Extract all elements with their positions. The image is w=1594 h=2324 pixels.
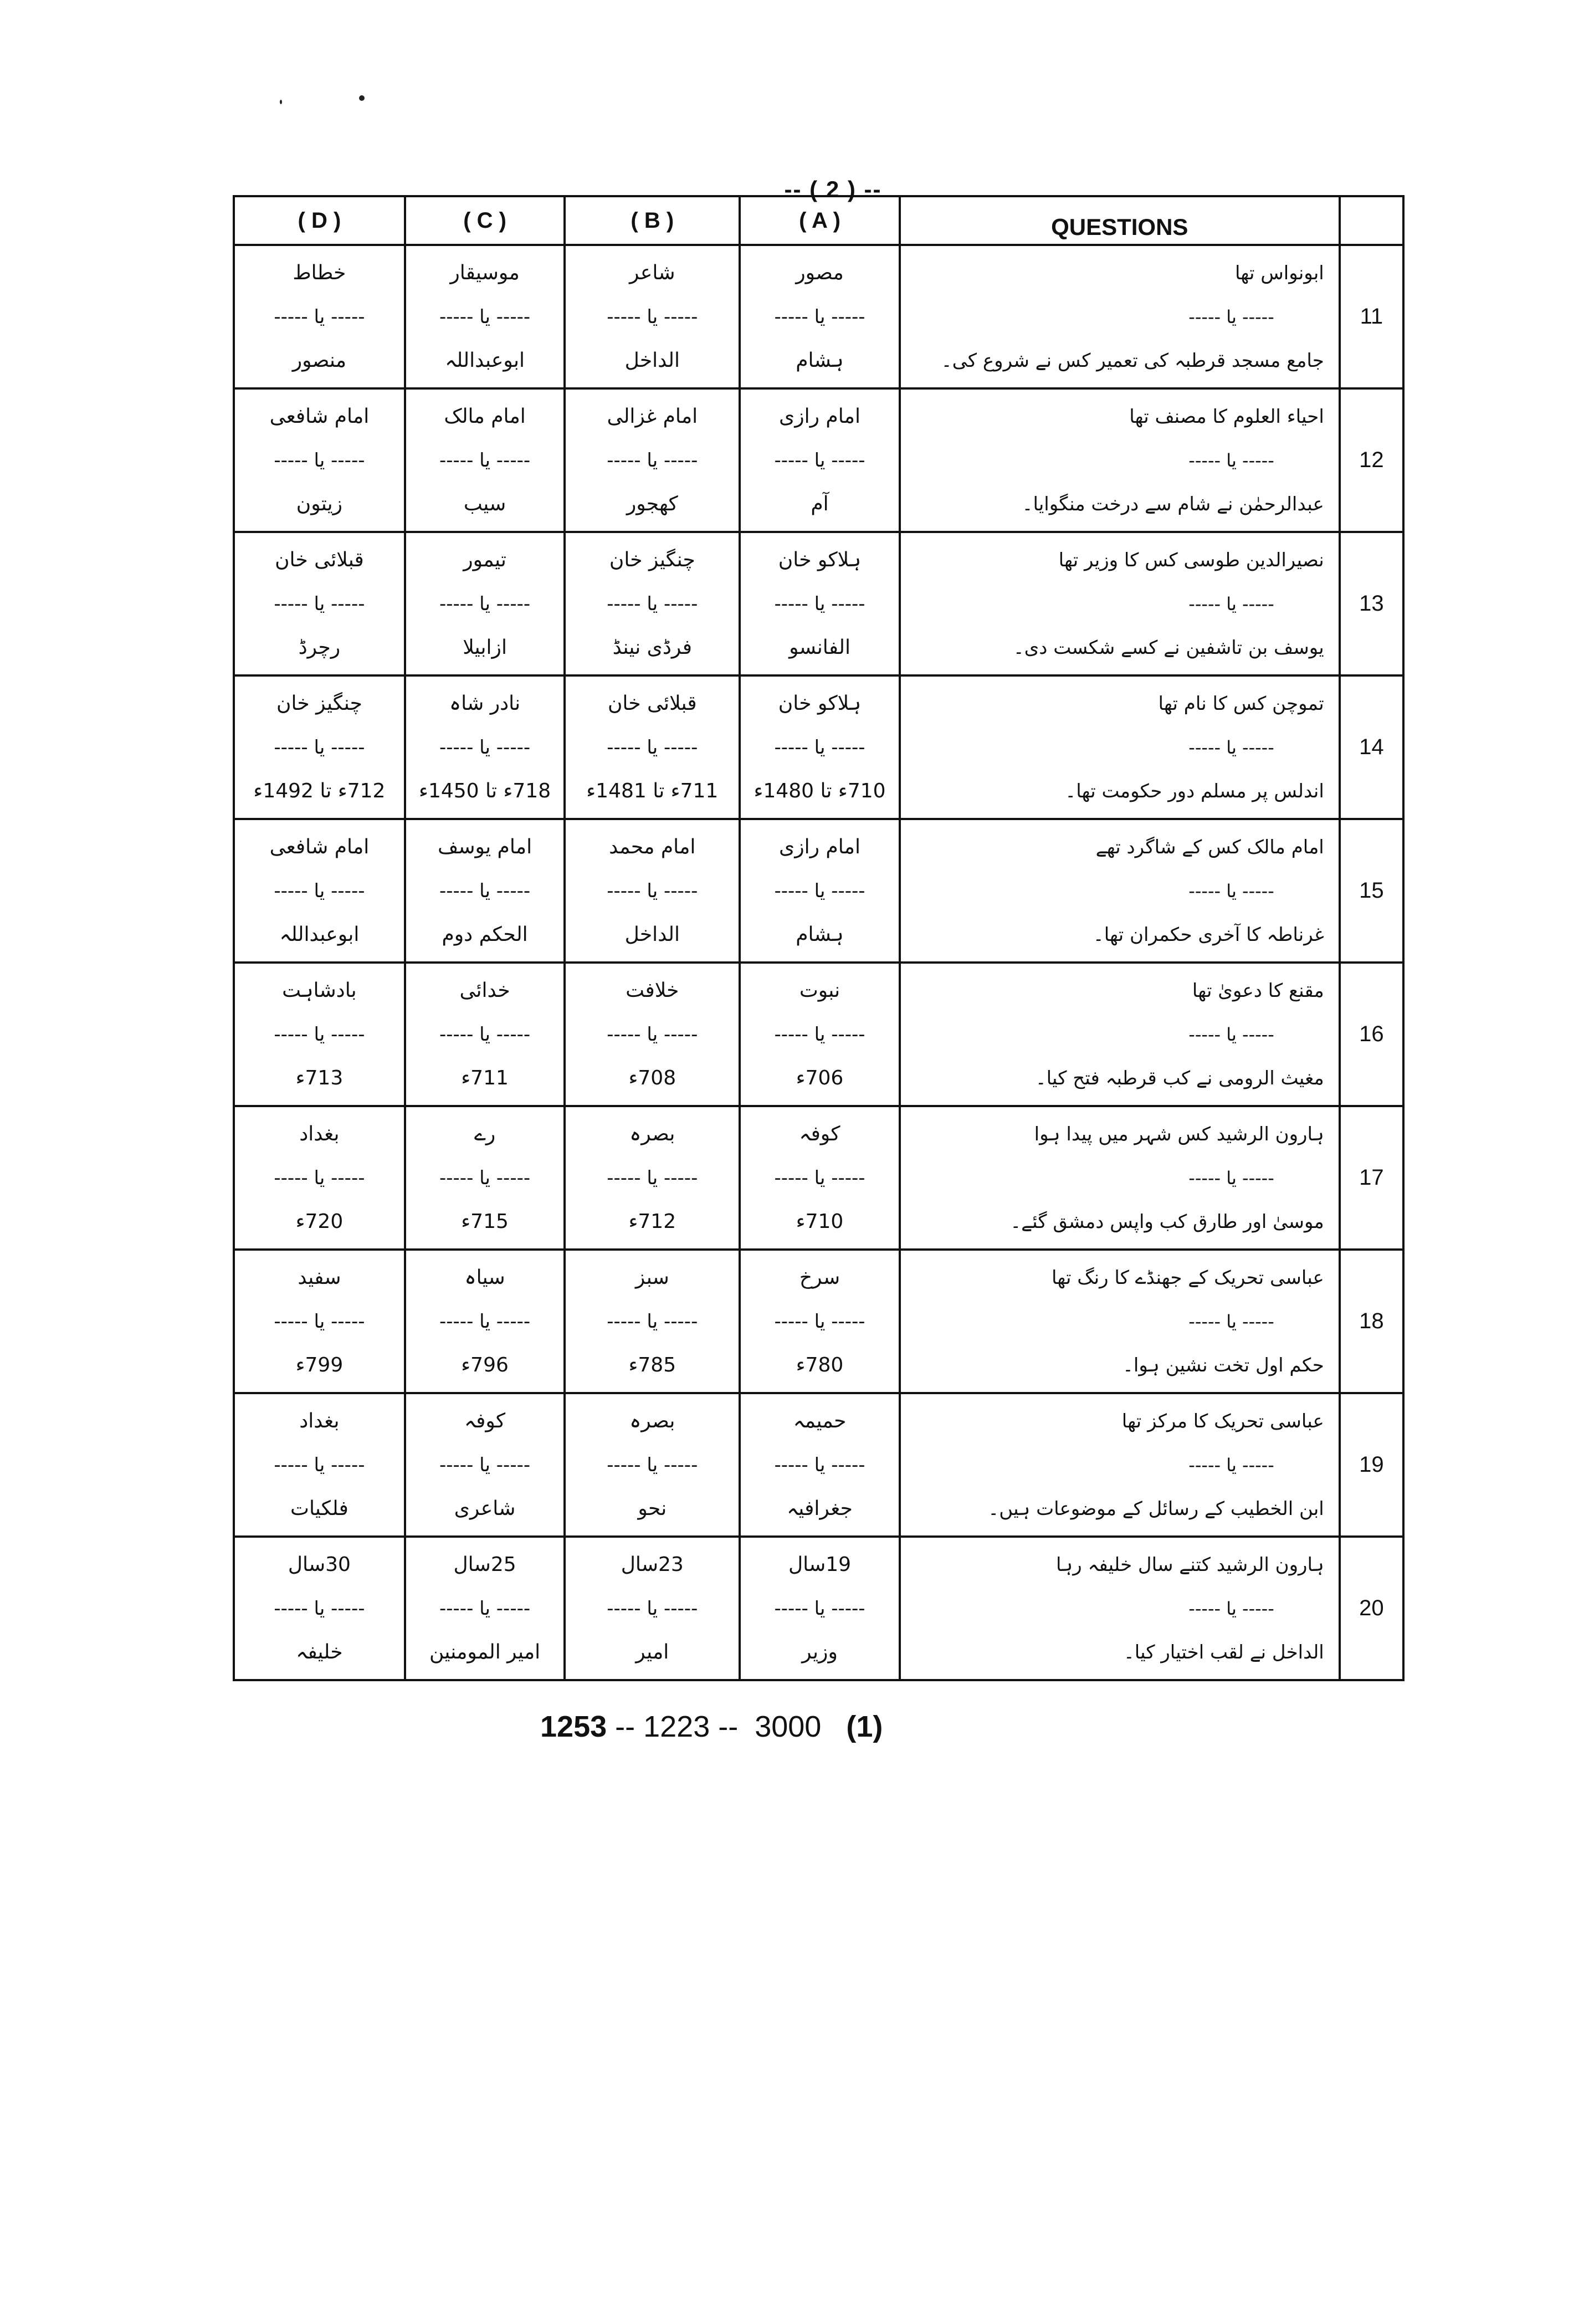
option-c-text: موسیقار xyxy=(450,261,520,284)
scan-speck xyxy=(280,100,282,104)
option-a-cell xyxy=(740,819,899,963)
answer-blank: ----- یا ----- xyxy=(439,1023,531,1046)
option-c-text: کوفہ xyxy=(464,1409,506,1432)
question-cell xyxy=(900,819,1340,963)
option-a-text: کوفہ xyxy=(799,1122,840,1145)
question-cell xyxy=(900,532,1340,675)
option-b-text: قبلائی خان xyxy=(607,692,697,715)
question-text: ابونواس تھا xyxy=(1235,262,1324,284)
option-b-alt-text: کھجور xyxy=(626,492,678,515)
header-option-a: ( A ) xyxy=(740,196,899,245)
option-a-alt-text: ہشام xyxy=(796,923,844,946)
answer-blank: ----- یا ----- xyxy=(274,1023,365,1046)
table-row xyxy=(234,532,1403,675)
option-a-cell xyxy=(740,1537,899,1680)
option-a-alt-text: 710ء تا 1480ء xyxy=(754,779,886,802)
table-row xyxy=(234,388,1403,532)
answer-blank: ----- یا ----- xyxy=(274,1166,365,1189)
option-b-cell xyxy=(565,819,740,963)
table-row xyxy=(234,1393,1403,1537)
option-c-alt-text: امیر المومنین xyxy=(429,1640,541,1663)
option-d-cell xyxy=(234,1537,405,1680)
question-text: نصیرالدین طوسی کس کا وزیر تھا xyxy=(1058,549,1324,571)
option-b-text: بصرہ xyxy=(629,1122,675,1145)
option-a-text: مصور xyxy=(796,261,844,284)
header-option-b: ( B ) xyxy=(565,196,740,245)
option-d-cell xyxy=(234,819,405,963)
option-c-alt-text: 711ء xyxy=(461,1066,509,1089)
answer-blank: ----- یا ----- xyxy=(607,1310,698,1333)
option-b-cell xyxy=(565,1250,740,1393)
question-number: 15 xyxy=(1340,819,1403,963)
answer-blank: ----- یا ----- xyxy=(439,305,531,328)
answer-blank: ----- یا ----- xyxy=(439,879,531,902)
question-blank: ----- یا ----- xyxy=(1188,1167,1274,1189)
option-c-alt-text: 718ء تا 1450ء xyxy=(419,779,551,802)
answer-blank: ----- یا ----- xyxy=(774,736,865,759)
answer-blank: ----- یا ----- xyxy=(774,879,865,902)
option-b-text: امام محمد xyxy=(609,835,696,858)
option-a-text: امام رازی xyxy=(779,405,860,428)
option-b-cell xyxy=(565,532,740,675)
option-b-cell xyxy=(565,963,740,1106)
option-d-text: بغداد xyxy=(299,1122,340,1145)
question-table xyxy=(233,195,1405,1681)
question-blank: ----- یا ----- xyxy=(1188,306,1274,327)
question-blank: ----- یا ----- xyxy=(1188,1023,1274,1045)
option-b-cell xyxy=(565,675,740,819)
option-b-alt-text: الداخل xyxy=(624,923,680,946)
question-alt-text: موسیٰ اور طارق کب واپس دمشق گئے۔ xyxy=(1010,1210,1324,1233)
footer-part: (1) xyxy=(846,1710,883,1743)
option-d-text: قبلائی خان xyxy=(275,548,364,571)
question-cell xyxy=(900,245,1340,388)
question-text: عباسی تحریک کے جھنڈے کا رنگ تھا xyxy=(1051,1266,1324,1289)
option-a-alt-text: 710ء xyxy=(796,1210,844,1233)
answer-blank: ----- یا ----- xyxy=(439,1310,531,1333)
question-text: عباسی تحریک کا مرکز تھا xyxy=(1121,1410,1324,1432)
option-d-text: خطاط xyxy=(293,261,346,284)
option-b-text: شاعر xyxy=(629,261,675,284)
page-number: -- ( 2 ) -- xyxy=(784,176,882,202)
option-a-text: امام رازی xyxy=(779,835,860,858)
option-a-cell xyxy=(740,675,899,819)
option-d-alt-text: منصور xyxy=(292,349,347,372)
option-c-alt-text: شاعری xyxy=(454,1497,516,1520)
question-alt-text: عبدالرحمٰن نے شام سے درخت منگوایا۔ xyxy=(1022,493,1324,515)
answer-blank: ----- یا ----- xyxy=(439,449,531,472)
question-blank: ----- یا ----- xyxy=(1188,1598,1274,1619)
option-a-cell xyxy=(740,963,899,1106)
option-d-text: بادشاہت xyxy=(282,979,357,1002)
option-d-cell xyxy=(234,1106,405,1250)
question-blank: ----- یا ----- xyxy=(1188,880,1274,902)
table-row xyxy=(234,245,1403,388)
option-c-text: تیمور xyxy=(463,548,506,571)
question-alt-text: حکم اول تخت نشین ہوا۔ xyxy=(1122,1354,1324,1376)
option-d-alt-text: خلیفہ xyxy=(296,1640,343,1663)
header-row xyxy=(234,196,1403,245)
answer-blank: ----- یا ----- xyxy=(439,736,531,759)
answer-blank: ----- یا ----- xyxy=(774,1453,865,1476)
answer-blank: ----- یا ----- xyxy=(439,592,531,615)
table-row xyxy=(234,963,1403,1106)
option-a-cell xyxy=(740,1106,899,1250)
header-option-c: ( C ) xyxy=(405,196,565,245)
option-c-cell xyxy=(405,1250,565,1393)
option-d-cell xyxy=(234,1250,405,1393)
answer-blank: ----- یا ----- xyxy=(607,1166,698,1189)
answer-blank: ----- یا ----- xyxy=(774,305,865,328)
option-d-text: 30سال xyxy=(288,1553,351,1576)
option-c-alt-text: الحکم دوم xyxy=(442,923,528,946)
option-a-text: سرخ xyxy=(799,1266,840,1289)
option-a-alt-text: 706ء xyxy=(796,1066,844,1089)
option-a-alt-text: جغرافیہ xyxy=(787,1497,853,1520)
footer-paper-code: 1253 xyxy=(540,1710,607,1743)
option-c-cell xyxy=(405,245,565,388)
option-c-alt-text: ازابیلا xyxy=(463,636,507,659)
option-a-alt-text: آم xyxy=(811,492,829,515)
option-c-text: امام یوسف xyxy=(438,835,532,858)
option-b-alt-text: 785ء xyxy=(628,1353,676,1376)
answer-blank: ----- یا ----- xyxy=(607,1597,698,1620)
table-row xyxy=(234,1537,1403,1680)
option-d-alt-text: 712ء تا 1492ء xyxy=(253,779,386,802)
option-d-cell xyxy=(234,675,405,819)
option-c-cell xyxy=(405,963,565,1106)
answer-blank: ----- یا ----- xyxy=(274,1310,365,1333)
option-b-alt-text: 711ء تا 1481ء xyxy=(586,779,719,802)
question-alt-text: اندلس پر مسلم دور حکومت تھا۔ xyxy=(1065,780,1324,802)
option-d-alt-text: زیتون xyxy=(296,492,343,515)
answer-blank: ----- یا ----- xyxy=(274,1597,365,1620)
option-b-text: سبز xyxy=(635,1266,669,1289)
option-b-text: چنگیز خان xyxy=(609,548,695,571)
answer-blank: ----- یا ----- xyxy=(607,736,698,759)
option-c-text: 25سال xyxy=(453,1553,516,1576)
option-d-cell xyxy=(234,388,405,532)
option-b-text: خلافت xyxy=(626,979,679,1002)
question-text: ہارون الرشید کتنے سال خلیفہ رہا xyxy=(1055,1553,1324,1576)
option-c-alt-text: 715ء xyxy=(461,1210,509,1233)
option-c-text: نادر شاہ xyxy=(449,692,521,715)
answer-blank: ----- یا ----- xyxy=(607,449,698,472)
question-cell xyxy=(900,963,1340,1106)
option-d-text: امام شافعی xyxy=(269,405,370,428)
question-alt-text: الداخل نے لقب اختیار کیا۔ xyxy=(1123,1641,1324,1663)
question-number: 12 xyxy=(1340,388,1403,532)
question-alt-text: مغیث الرومی نے کب قرطبہ فتح کیا۔ xyxy=(1035,1067,1324,1089)
option-b-cell xyxy=(565,245,740,388)
option-d-cell xyxy=(234,963,405,1106)
question-number: 18 xyxy=(1340,1250,1403,1393)
option-d-cell xyxy=(234,1393,405,1537)
answer-blank: ----- یا ----- xyxy=(274,1453,365,1476)
option-c-cell xyxy=(405,819,565,963)
option-b-cell xyxy=(565,1106,740,1250)
option-a-cell xyxy=(740,1393,899,1537)
option-a-alt-text: 780ء xyxy=(796,1353,844,1376)
option-d-cell xyxy=(234,532,405,675)
question-text: تموچن کس کا نام تھا xyxy=(1158,692,1324,715)
answer-blank: ----- یا ----- xyxy=(439,1166,531,1189)
option-a-cell xyxy=(740,388,899,532)
answer-blank: ----- یا ----- xyxy=(774,1597,865,1620)
option-c-cell xyxy=(405,675,565,819)
question-blank: ----- یا ----- xyxy=(1188,449,1274,471)
answer-blank: ----- یا ----- xyxy=(774,1166,865,1189)
question-alt-text: جامع مسجد قرطبہ کی تعمیر کس نے شروع کی۔ xyxy=(941,349,1324,372)
question-number: 13 xyxy=(1340,532,1403,675)
question-blank: ----- یا ----- xyxy=(1188,1311,1274,1332)
question-text: احیاء العلوم کا مصنف تھا xyxy=(1129,405,1324,428)
option-b-alt-text: 712ء xyxy=(628,1210,676,1233)
option-c-text: سیاہ xyxy=(464,1266,505,1289)
table-row xyxy=(234,819,1403,963)
question-cell xyxy=(900,1250,1340,1393)
option-d-text: سفید xyxy=(298,1266,341,1289)
table-row xyxy=(234,675,1403,819)
option-c-alt-text: سیب xyxy=(463,492,506,515)
option-b-alt-text: نحو xyxy=(638,1497,667,1520)
option-b-text: بصرہ xyxy=(629,1409,675,1432)
option-a-text: نبوت xyxy=(799,979,840,1002)
question-text: ہارون الرشید کس شہر میں پیدا ہوا xyxy=(1034,1123,1324,1145)
option-d-alt-text: ابوعبداللہ xyxy=(279,923,360,946)
question-number: 17 xyxy=(1340,1106,1403,1250)
option-a-text: حمیمہ xyxy=(793,1409,847,1432)
option-d-cell xyxy=(234,245,405,388)
table-row xyxy=(234,1106,1403,1250)
footer-code xyxy=(540,1709,883,1744)
option-b-cell xyxy=(565,1537,740,1680)
option-d-alt-text: فلکیات xyxy=(290,1497,348,1520)
option-b-cell xyxy=(565,388,740,532)
answer-blank: ----- یا ----- xyxy=(607,305,698,328)
answer-blank: ----- یا ----- xyxy=(774,449,865,472)
answer-blank: ----- یا ----- xyxy=(774,592,865,615)
option-c-cell xyxy=(405,532,565,675)
question-number: 19 xyxy=(1340,1393,1403,1537)
option-d-text: بغداد xyxy=(299,1409,340,1432)
answer-blank: ----- یا ----- xyxy=(774,1310,865,1333)
option-a-text: ہلاکو خان xyxy=(778,692,862,715)
question-text: امام مالک کس کے شاگرد تھے xyxy=(1095,836,1324,858)
header-questions: QUESTIONS xyxy=(900,196,1340,245)
question-cell xyxy=(900,1537,1340,1680)
answer-blank: ----- یا ----- xyxy=(607,879,698,902)
question-cell xyxy=(900,388,1340,532)
answer-blank: ----- یا ----- xyxy=(607,592,698,615)
option-d-text: چنگیز خان xyxy=(276,692,362,715)
option-c-cell xyxy=(405,1106,565,1250)
answer-blank: ----- یا ----- xyxy=(274,736,365,759)
option-a-alt-text: وزیر xyxy=(802,1640,838,1663)
answer-blank: ----- یا ----- xyxy=(274,449,365,472)
option-d-text: امام شافعی xyxy=(269,835,370,858)
option-b-alt-text: فرڈی نینڈ xyxy=(612,636,692,659)
question-blank: ----- یا ----- xyxy=(1188,1454,1274,1476)
footer-codes: -- 1223 -- 3000 xyxy=(607,1710,847,1743)
option-a-text: 19سال xyxy=(788,1553,852,1576)
option-a-alt-text: ہشام xyxy=(796,349,844,372)
answer-blank: ----- یا ----- xyxy=(274,879,365,902)
option-b-cell xyxy=(565,1393,740,1537)
option-a-alt-text: الفانسو xyxy=(789,636,850,659)
option-a-text: ہلاکو خان xyxy=(778,548,862,571)
option-b-alt-text: امیر xyxy=(635,1640,669,1663)
option-a-cell xyxy=(740,532,899,675)
option-c-cell xyxy=(405,1537,565,1680)
question-rows xyxy=(234,245,1403,1680)
option-d-alt-text: رچرڈ xyxy=(298,636,341,659)
question-number: 16 xyxy=(1340,963,1403,1106)
header-option-d: ( D ) xyxy=(234,196,405,245)
option-c-alt-text: ابوعبداللہ xyxy=(445,349,525,372)
option-c-alt-text: 796ء xyxy=(461,1353,509,1376)
answer-blank: ----- یا ----- xyxy=(274,305,365,328)
option-c-cell xyxy=(405,1393,565,1537)
option-d-alt-text: 713ء xyxy=(295,1066,344,1089)
question-number: 14 xyxy=(1340,675,1403,819)
question-text: مقنع کا دعویٰ تھا xyxy=(1192,979,1324,1002)
option-b-alt-text: 708ء xyxy=(628,1066,676,1089)
question-cell xyxy=(900,675,1340,819)
option-b-text: امام غزالی xyxy=(607,405,698,428)
option-a-cell xyxy=(740,1250,899,1393)
header-number xyxy=(1340,196,1403,245)
answer-blank: ----- یا ----- xyxy=(607,1453,698,1476)
question-number: 20 xyxy=(1340,1537,1403,1680)
question-blank: ----- یا ----- xyxy=(1188,593,1274,615)
option-d-alt-text: 799ء xyxy=(295,1353,344,1376)
question-cell xyxy=(900,1106,1340,1250)
answer-blank: ----- یا ----- xyxy=(774,1023,865,1046)
question-blank: ----- یا ----- xyxy=(1188,736,1274,758)
option-c-text: امام مالک xyxy=(444,405,526,428)
answer-blank: ----- یا ----- xyxy=(274,592,365,615)
option-a-cell xyxy=(740,245,899,388)
answer-blank: ----- یا ----- xyxy=(439,1597,531,1620)
question-alt-text: ابن الخطیب کے رسائل کے موضوعات ہیں۔ xyxy=(988,1497,1324,1520)
option-d-alt-text: 720ء xyxy=(295,1210,344,1233)
option-b-alt-text: الداخل xyxy=(624,349,680,372)
scan-speck xyxy=(359,95,365,101)
answer-blank: ----- یا ----- xyxy=(607,1023,698,1046)
table-row xyxy=(234,1250,1403,1393)
question-cell xyxy=(900,1393,1340,1537)
question-alt-text: یوسف بن تاشفین نے کسے شکست دی۔ xyxy=(1013,636,1324,659)
option-c-cell xyxy=(405,388,565,532)
option-b-text: 23سال xyxy=(621,1553,684,1576)
option-c-text: رے xyxy=(474,1122,496,1145)
answer-blank: ----- یا ----- xyxy=(439,1453,531,1476)
question-alt-text: غرناطہ کا آخری حکمران تھا۔ xyxy=(1093,923,1324,946)
question-number: 11 xyxy=(1340,245,1403,388)
option-c-text: خدائی xyxy=(459,979,510,1002)
